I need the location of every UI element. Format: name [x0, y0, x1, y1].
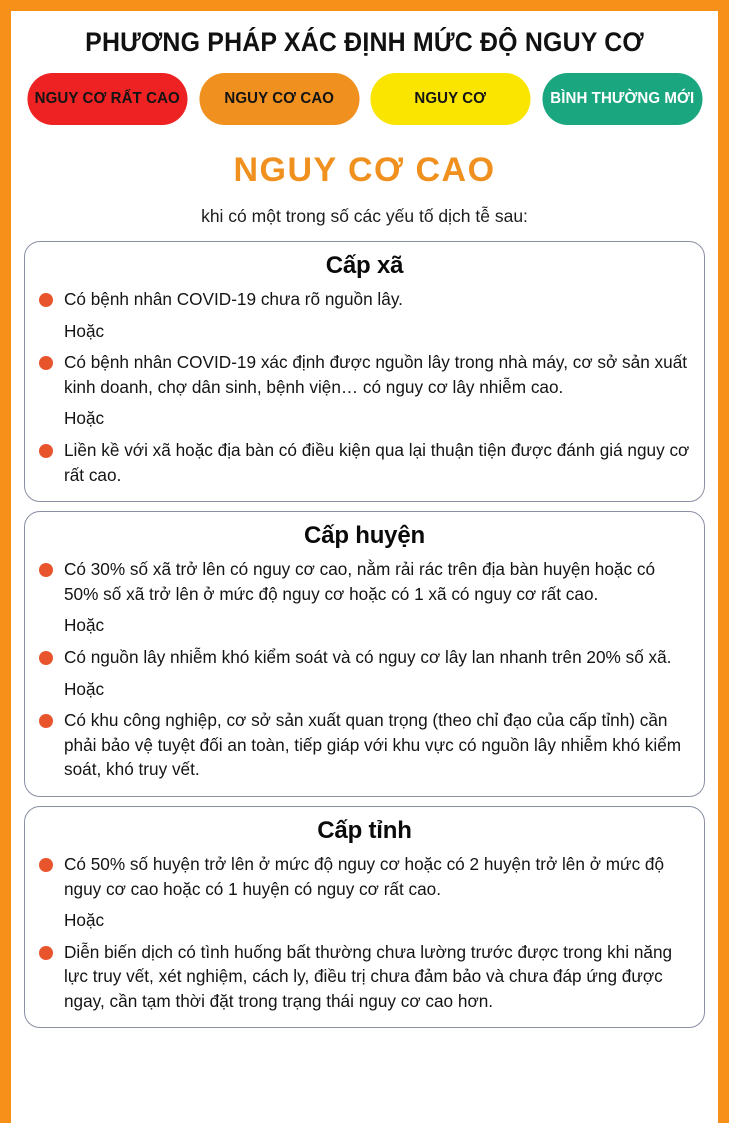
criteria-bullet-text: Diễn biến dịch có tình huống bất thường chưa lường trước được trong khi năng lực truy vết, xét nghiệm, cách ly, điều trị chưa đảm bảo và chưa đáp ứng được ngay, cần tạm thời đặt trong trạng thái nguy cơ cao hơn. [64, 941, 673, 1011]
bullet-dot-icon [39, 356, 53, 370]
criteria-card-title: Cấp xã [325, 252, 404, 279]
frame-border-left [0, 0, 11, 1123]
criteria-bullet-item [39, 287, 690, 312]
risk-badge-0[interactable] [27, 73, 187, 125]
criteria-bullet-text: Có 50% số huyện trở lên ở mức độ nguy cơ hoặc có 2 huyện trở lên ở mức độ nguy cơ cao hoặc có 1 huyện có nguy cơ rất cao. [64, 853, 665, 899]
criteria-bullet-text: Có bệnh nhân COVID-19 chưa rõ nguồn lây. [64, 289, 403, 309]
risk-level-badge-row [19, 73, 710, 125]
or-separator-label: Hoặc [64, 910, 105, 931]
bullet-dot-icon [39, 293, 53, 307]
criteria-bullet-item [39, 852, 690, 901]
criteria-bullet-item [39, 940, 690, 1014]
criteria-card-0 [24, 241, 705, 502]
bullet-dot-icon [39, 563, 53, 577]
current-level-title: NGUY CƠ CAO [233, 151, 496, 189]
or-separator-label: Hoặc [64, 408, 105, 429]
criteria-bullet-text: Có khu công nghiệp, cơ sở sản xuất quan trọng (theo chỉ đạo của cấp tỉnh) cần phải bảo vệ tuyệt đối an toàn, tiếp giáp với khu vực có nguồn lây nhiễm khó kiểm soát, khó truy vết. [64, 710, 682, 780]
risk-badge-label: NGUY CƠ RẤT CAO [34, 90, 180, 107]
or-separator-label: Hoặc [64, 678, 105, 699]
criteria-card-2 [24, 806, 705, 1029]
bullet-dot-icon [39, 714, 53, 728]
criteria-bullet-item [39, 438, 690, 487]
bullet-dot-icon [39, 946, 53, 960]
page-title: PHƯƠNG PHÁP XÁC ĐỊNH MỨC ĐỘ NGUY CƠ [85, 27, 644, 57]
criteria-sections [19, 241, 710, 1028]
frame-border-right [718, 0, 729, 1123]
criteria-card-title: Cấp huyện [304, 522, 425, 550]
criteria-bullet-item [39, 557, 690, 606]
content-area [11, 11, 718, 1123]
criteria-bullet-text: Liền kề với xã hoặc địa bàn có điều kiện qua lại thuận tiện được đánh giá nguy cơ rất cao. [64, 439, 690, 485]
criteria-bullet-item [39, 350, 690, 399]
criteria-card-title: Cấp tỉnh [317, 816, 412, 844]
risk-badge-1[interactable] [199, 73, 359, 125]
risk-badge-label: NGUY CƠ CAO [223, 90, 334, 107]
or-separator-label: Hoặc [64, 320, 105, 341]
criteria-bullet-item [39, 708, 690, 782]
frame-border-top [0, 0, 729, 11]
risk-badge-label: BÌNH THƯỜNG MỚI [549, 90, 694, 107]
risk-badge-2[interactable] [370, 73, 530, 125]
criteria-bullet-item [39, 645, 690, 670]
criteria-card-1 [24, 511, 705, 797]
bullet-dot-icon [39, 651, 53, 665]
risk-badge-label: NGUY CƠ [414, 90, 487, 107]
or-separator-label: Hoặc [64, 615, 105, 636]
risk-badge-3[interactable] [542, 73, 702, 125]
criteria-bullet-text: Có 30% số xã trở lên có nguy cơ cao, nằm rải rác trên địa bàn huyện hoặc có 50% số xã trở lên ở mức độ nguy cơ hoặc có 1 xã có nguy cơ rất cao. [64, 559, 656, 604]
criteria-bullet-text: Có bệnh nhân COVID-19 xác định được nguồn lây trong nhà máy, cơ sở sản xuất kinh doanh, chợ dân sinh, bệnh viện… có nguy cơ lây nhiễm cao. [64, 352, 688, 397]
criteria-bullet-text: Có nguồn lây nhiễm khó kiểm soát và có nguy cơ lây lan nhanh trên 20% số xã. [64, 646, 672, 667]
bullet-dot-icon [39, 444, 53, 458]
current-level-subtitle: khi có một trong số các yếu tố dịch tễ sau: [201, 206, 528, 226]
bullet-dot-icon [39, 858, 53, 872]
